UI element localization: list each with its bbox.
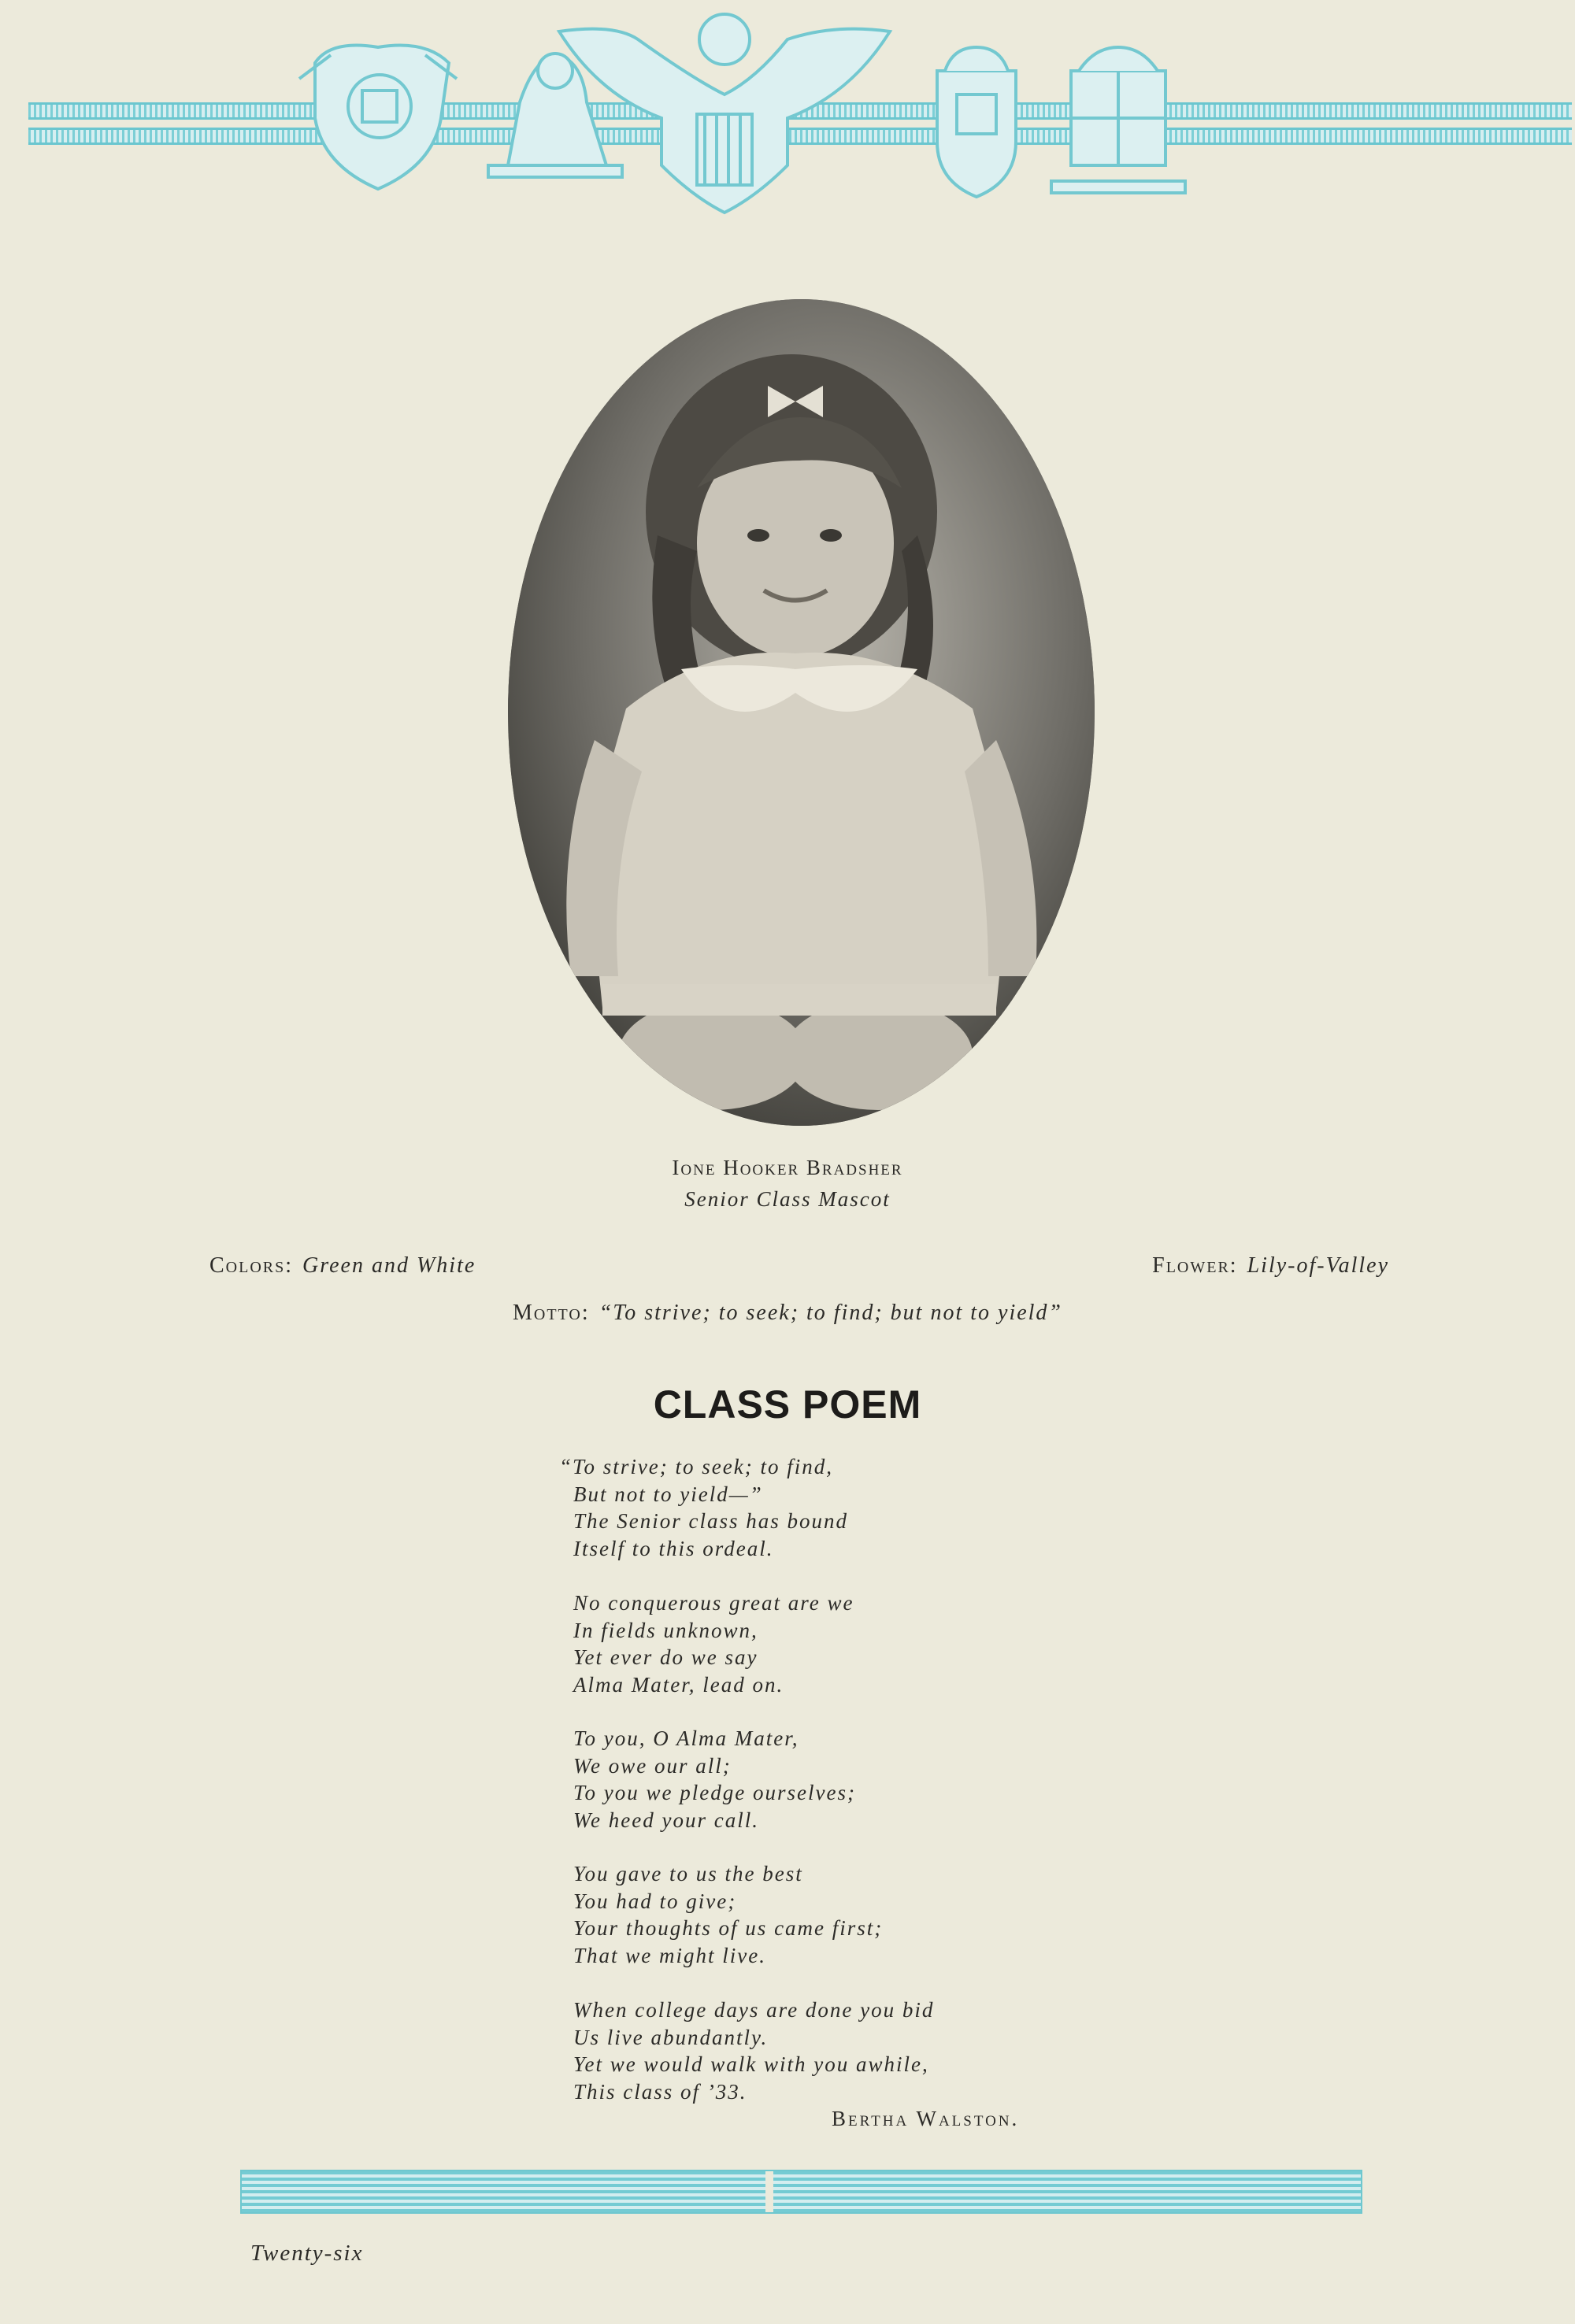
motto-value: “To strive; to seek; to find; but not to yield” xyxy=(598,1301,1062,1325)
page-number: Twenty-six xyxy=(250,2241,364,2266)
poem-line: We owe our all; xyxy=(573,1753,732,1778)
poem-title: CLASS POEM xyxy=(653,1382,922,1427)
poem-line: That we might live. xyxy=(573,1943,766,1967)
mascot-title: Senior Class Mascot xyxy=(684,1187,891,1211)
poem-line: You had to give; xyxy=(573,1889,737,1913)
poem-line: But not to yield—” xyxy=(573,1482,763,1506)
poem-line: Yet ever do we say xyxy=(573,1645,758,1669)
poem-line: Itself to this ordeal. xyxy=(573,1536,774,1560)
colors-value: Green and White xyxy=(302,1253,476,1278)
eagle-seal-icon xyxy=(559,14,890,213)
poem-line: The Senior class has bound xyxy=(573,1509,848,1533)
crest-icon xyxy=(299,46,457,190)
colors-label: Colors: xyxy=(209,1253,294,1278)
poem-line: To you we pledge ourselves; xyxy=(573,1781,856,1804)
crest-icon xyxy=(1051,47,1185,193)
poem-line: No conquerous great are we xyxy=(573,1591,854,1615)
poem-stanza xyxy=(573,1860,1125,1969)
motto-label: Motto: xyxy=(512,1301,590,1325)
flower-value: Lily-of-Valley xyxy=(1247,1253,1389,1278)
poem-line: “To strive; to seek; to find, xyxy=(559,1455,833,1478)
mascot-name: Ione Hooker Bradsher xyxy=(672,1156,903,1179)
border-divider xyxy=(765,2171,773,2212)
poem-line: When college days are done you bid xyxy=(573,1998,935,2022)
poem-line: You gave to us the best xyxy=(573,1862,803,1885)
class-motto xyxy=(0,1301,1575,1326)
poem-line: Your thoughts of us came first; xyxy=(573,1916,884,1940)
poem-line: Us live abundantly. xyxy=(573,2025,769,2049)
poem-stanza xyxy=(573,1589,1125,1698)
poem-stanza xyxy=(573,1725,1125,1834)
poem-line: To you, O Alma Mater, xyxy=(573,1726,799,1750)
heraldic-crests-ornament xyxy=(284,8,1292,220)
poem-line: Yet we would walk with you awhile, xyxy=(573,2052,929,2076)
class-colors xyxy=(209,1253,476,1279)
poem-stanza xyxy=(573,1996,1125,2105)
class-flower xyxy=(1152,1253,1389,1279)
bottom-decorative-border xyxy=(240,2170,1362,2214)
portrait-illustration xyxy=(508,299,1095,1126)
poem-author: Bertha Walston. xyxy=(832,2107,1020,2130)
poem-stanza xyxy=(559,1453,1125,1562)
poem-line: This class of ’33. xyxy=(573,2079,747,2104)
crest-icon xyxy=(937,47,1016,197)
poem-line: Alma Mater, lead on. xyxy=(573,1672,784,1697)
poem-line: In fields unknown, xyxy=(573,1618,758,1642)
poem-line: We heed your call. xyxy=(573,1808,759,1832)
flower-label: Flower: xyxy=(1152,1253,1238,1278)
mascot-portrait-photo xyxy=(508,299,1095,1126)
